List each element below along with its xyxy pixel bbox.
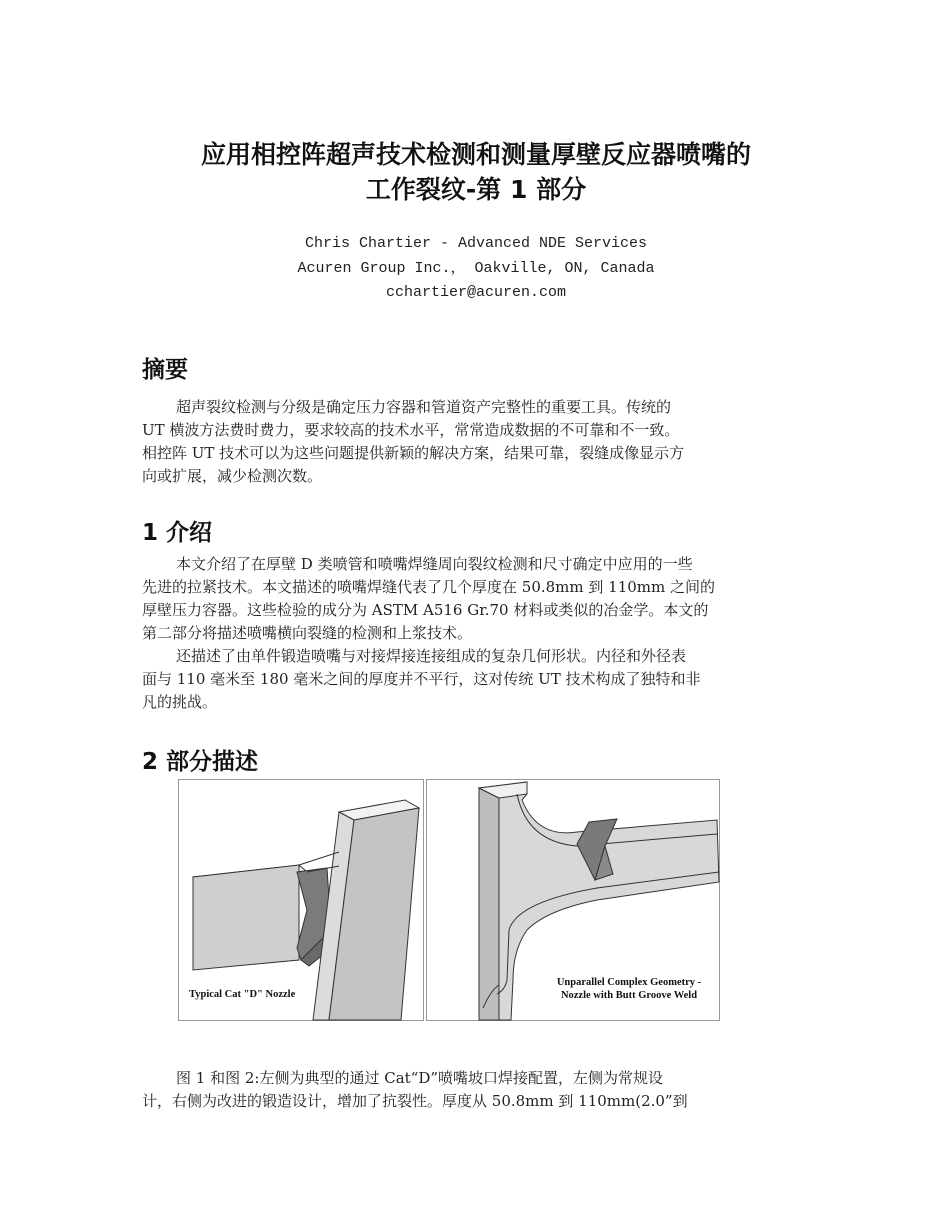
section2-heading: 2 部分描述 [142, 749, 259, 775]
intro-heading: 1 介绍 [142, 520, 213, 546]
paper-title [0, 137, 952, 207]
abstract-line: 相控阵 UT 技术可以为这些问题提供新颖的解决方案，结果可靠，裂缝成像显示方 [142, 444, 685, 462]
figure-right-label [543, 976, 715, 1002]
figure-caption [142, 1067, 808, 1113]
figure-left-label: Typical Cat "D" Nozzle [189, 989, 296, 1000]
caption-line: 图 1 和图 2:左侧为典型的通过 Cat“D”喷嘴坡口焊接配置，左侧为常规设 [176, 1069, 664, 1087]
abstract-line: 向或扩展，减少检测次数。 [142, 467, 323, 485]
author-affiliation: Acuren Group Inc.， Oakville, ON, Canada [297, 259, 655, 277]
figure-left-cat-d-nozzle [178, 779, 424, 1021]
intro-line: 先进的拉紧技术。本文描述的喷嘴焊缝代表了几个厚度在 50.8mm 到 110mm 之间的 [142, 578, 715, 596]
cat-d-nozzle-drawing [179, 780, 425, 1022]
author-email: cchartier@acuren.com [385, 284, 567, 301]
figure-right-label-line-2: Nozzle with Butt Groove Weld [560, 990, 698, 1001]
author-name: Chris Chartier - Advanced NDE Services [304, 235, 648, 252]
abstract-paragraph [142, 396, 808, 488]
intro-line: 面与 110 毫米至 180 毫米之间的厚度并不平行，这对传统 UT 技术构成了独特和非 [142, 670, 701, 688]
caption-line: 计，右侧为改进的锻造设计，增加了抗裂性。厚度从 50.8mm 到 110mm(2.0”到 [142, 1092, 688, 1110]
intro-line: 还描述了由单件锻造喷嘴与对接焊接连接组成的复杂几何形状。内径和外径表 [176, 647, 687, 665]
title-line-2: 工作裂纹-第 1 部分 [365, 175, 587, 204]
figure-right-complex-geometry [426, 779, 720, 1021]
title-line-1: 应用相控阵超声技术检测和测量厚壁反应器喷嘴的 [200, 140, 751, 169]
abstract-line: UT 横波方法费时费力，要求较高的技术水平，常常造成数据的不可靠和不一致。 [142, 421, 680, 439]
intro-line: 凡的挑战。 [142, 693, 218, 711]
abstract-line: 超声裂纹检测与分级是确定压力容器和管道资产完整性的重要工具。传统的 [176, 398, 672, 416]
figure-right-label-line-1: Unparallel Complex Geometry - [556, 977, 702, 988]
abstract-heading: 摘要 [142, 357, 188, 383]
intro-line: 厚壁压力容器。这些检验的成分为 ASTM A516 Gr.70 材料或类似的冶金学。本文的 [142, 601, 709, 619]
intro-paragraph-2 [142, 645, 808, 714]
intro-line: 本文介绍了在厚壁 D 类喷管和喷嘴焊缝周向裂纹检测和尺寸确定中应用的一些 [176, 555, 693, 573]
intro-paragraph-1 [142, 553, 808, 645]
author-block [0, 232, 952, 306]
intro-line: 第二部分将描述喷嘴横向裂缝的检测和上浆技术。 [142, 624, 473, 642]
